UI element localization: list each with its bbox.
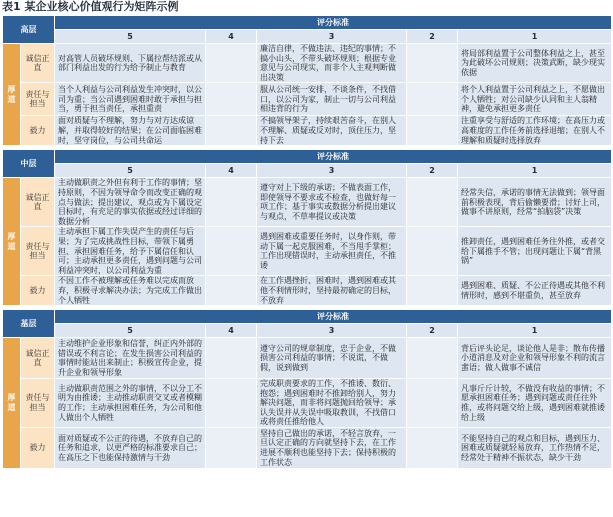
behavior-row: [3, 116, 612, 146]
score-number-row: [3, 324, 612, 338]
score-cell-2: [407, 116, 458, 146]
score-cell-2: [407, 428, 458, 469]
score-cell-2: [407, 178, 458, 227]
score-cell-3: 遇到困难或重要任务时，以身作则，带动下属一起克服困难，不当甩手掌柜；工作出现错误时，主动承担责任，不推诿: [257, 227, 407, 276]
score-number-row: [3, 164, 612, 178]
score-2: 2: [407, 324, 458, 338]
score-standard-header: 评分标准: [55, 150, 612, 164]
score-cell-1: 遇到困难、质疑、不公正待遇或其他不利情形时，感到不堪重负，甚至放弃: [458, 276, 612, 306]
dimension-label: 毅力: [21, 276, 55, 306]
behavior-row: [3, 428, 612, 469]
score-cell-5: 不因工作不被理解或任务难以完成而放弃，积极寻求解决办法；为完成工作做出个人牺牲: [55, 276, 206, 306]
score-cell-4: [206, 44, 257, 83]
score-standard-header: 评分标准: [55, 310, 612, 324]
behavior-row: [3, 44, 612, 83]
level-header-row: [3, 16, 612, 30]
score-cell-4: [206, 83, 257, 116]
score-cell-4: [206, 338, 257, 379]
behavior-row: [3, 178, 612, 227]
score-cell-2: [407, 338, 458, 379]
dimension-label: 毅力: [21, 116, 55, 146]
score-cell-1: 背后评头论足，谈论他人是非；散布传播小道消息及对企业和领导形象不利的流言蜚语；做人做事不诚信: [458, 338, 612, 379]
dimension-label: 毅力: [21, 428, 55, 469]
dimension-label: 责任与担当: [21, 83, 55, 116]
dimension-label: 责任与担当: [21, 227, 55, 276]
score-cell-2: [407, 44, 458, 83]
level-name-2: 中层: [3, 150, 55, 178]
score-3: 3: [257, 324, 407, 338]
score-cell-1: 凡事斤斤计较，不做没有收益的事情；不愿承担困难任务；遇到问题或责任往外推，或将问题交给上级，遇到困难就推诿给上级: [458, 379, 612, 428]
score-2: 2: [407, 164, 458, 178]
score-5: 5: [55, 30, 206, 44]
score-5: 5: [55, 164, 206, 178]
table-caption: 表1 某企业核心价值观行为矩阵示例: [2, 0, 179, 13]
score-cell-5: 主动做职责范围之外的事情，不以分工不明为由推诿；主动推动职责交叉或者模糊的工作；主动承担困难任务，为公司和他人做出个人牺牲: [55, 379, 206, 428]
score-cell-3: 遵守对上下级的承诺；不做表面工作，即使领导不要求或不检查，也做好每一项工作；基于事实或数据分析提出建议与观点，不草率提议或决策: [257, 178, 407, 227]
core-value-label: 厚道: [3, 178, 21, 306]
behavior-row: [3, 83, 612, 116]
behavior-matrix-table: [2, 15, 612, 469]
score-cell-2: [407, 379, 458, 428]
level-name-1: 高层: [3, 16, 55, 44]
score-cell-1: 注重享受与舒适的工作环境；在高压力或高难度的工作任务前选择退缩；在别人不理解和质疑时选择放弃: [458, 116, 612, 146]
score-cell-3: 不搞领导架子，持续艰苦奋斗，在别人不理解、质疑或反对时，顶住压力，坚持下去: [257, 116, 407, 146]
score-number-row: [3, 30, 612, 44]
score-cell-4: [206, 276, 257, 306]
score-cell-4: [206, 178, 257, 227]
behavior-row: [3, 379, 612, 428]
dimension-label: 责任与担当: [21, 379, 55, 428]
score-cell-3: 坚持自己做出的承诺，不轻言放弃，一旦认定正确的方向就坚持下去，在工作进展不顺利也能坚持下去；保持积极的工作状态: [257, 428, 407, 469]
score-4: 4: [206, 164, 257, 178]
score-cell-3: 廉洁自律，不做违法、违纪的事情；不搞小山头，不带头破坏规则；根据专业意见与公司现实，而非个人主观判断做出决策: [257, 44, 407, 83]
score-cell-2: [407, 227, 458, 276]
score-cell-4: [206, 227, 257, 276]
score-3: 3: [257, 30, 407, 44]
level-header-row: [3, 150, 612, 164]
score-cell-4: [206, 116, 257, 146]
score-1: 1: [458, 30, 612, 44]
score-cell-2: [407, 276, 458, 306]
score-cell-5: 面对质疑与不理解，努力与对方达成谅解，并取得较好的结果；在公司面临困难时，坚守岗位，与公司共命运: [55, 116, 206, 146]
score-cell-5: 当个人利益与公司利益发生冲突时，以公司为重；当公司遇到困难时敢于承担与担当，勇于担当责任，承担重责: [55, 83, 206, 116]
score-cell-1: 推卸责任，遇到困难任务往外推，或者交给下属推手不管；出现问题让下属“背黑锅”: [458, 227, 612, 276]
dimension-label: 诚信正直: [21, 338, 55, 379]
score-cell-1: 将个人利益置于公司利益之上，不愿做出个人牺牲；对公司缺少认同和主人翁精神，避免承担更多责任: [458, 83, 612, 116]
level-name-3: 基层: [3, 310, 55, 338]
score-cell-3: 服从公司统一安排，不谈条件，不找借口，以公司为家，制止一切与公司利益相违背的行为: [257, 83, 407, 116]
score-1: 1: [458, 324, 612, 338]
score-cell-5: 面对质疑或不公正的待遇，不放弃自己的任务和追求，以更严格的标准要求自己；在高压之下也能保持激情与干劲: [55, 428, 206, 469]
behavior-row: [3, 276, 612, 306]
score-cell-1: 经常失信，承诺的事情无法做到；领导面前积极表现，背后偷懒要滑；讨好上司，做事不讲原则，经常“拍脑袋”决策: [458, 178, 612, 227]
score-4: 4: [206, 324, 257, 338]
score-4: 4: [206, 30, 257, 44]
dimension-label: 诚信正直: [21, 44, 55, 83]
behavior-row: [3, 338, 612, 379]
behavior-row: [3, 227, 612, 276]
score-cell-3: 完成职责要求的工作，不推诿、数衍、抱怨；遇到困难时不推卸给别人，努力解决问题，而非将问题抛回给领导；承认失误并从失误中吸取教训，不找借口或将责任推给他人: [257, 379, 407, 428]
level-header-row: [3, 310, 612, 324]
score-cell-5: 主动维护企业形象和信誉，纠正内外部的错误或不利言论；在发生损害公司利益的事情时能站出来制止；积极宣传企业，提升企业和领导形象: [55, 338, 206, 379]
score-3: 3: [257, 164, 407, 178]
score-2: 2: [407, 30, 458, 44]
score-5: 5: [55, 324, 206, 338]
score-cell-1: 将局部利益置于公司整体利益之上，甚至为此破坏公司规则；决策武断，缺少现实依据: [458, 44, 612, 83]
score-cell-4: [206, 428, 257, 469]
core-value-label: 厚道: [3, 44, 21, 146]
score-cell-5: 主动承担下属工作失误产生的责任与后果；为了完成挑战性目标，带领下属勇担、承担困难任务，给予下属信任和认可；主动承担更多责任，遇到问题与公司利益冲突时，以公司利益为重: [55, 227, 206, 276]
score-cell-5: 主动做职责之外但有利于工作的事情；坚持原则，不因为领导命令而改变正确的观点与做法；提出建议、观点或为下属设定目标时，有充足的事实依据或经过详细的数据分析: [55, 178, 206, 227]
score-cell-3: 遵守公司的规章制度，忠于企业，不做损害公司利益的事情；不说谎，不做假，说到做到: [257, 338, 407, 379]
score-cell-5: 对高管人员破坏规则、下属拉帮结派或从部门利益出发的行为给予制止与教育: [55, 44, 206, 83]
core-value-label: 厚道: [3, 338, 21, 469]
score-1: 1: [458, 164, 612, 178]
score-standard-header: 评分标准: [55, 16, 612, 30]
dimension-label: 诚信正直: [21, 178, 55, 227]
score-cell-3: 在工作遇挫折、困难时，遇到困难或其他不利情形时，坚持最初确定的目标，不放弃: [257, 276, 407, 306]
score-cell-1: 不能坚持自己的观点和目标，遇到压力、困难或质疑就轻易放弃，工作热情不足，经常处于精神不振状态，缺少干劲: [458, 428, 612, 469]
score-cell-2: [407, 83, 458, 116]
score-cell-4: [206, 379, 257, 428]
